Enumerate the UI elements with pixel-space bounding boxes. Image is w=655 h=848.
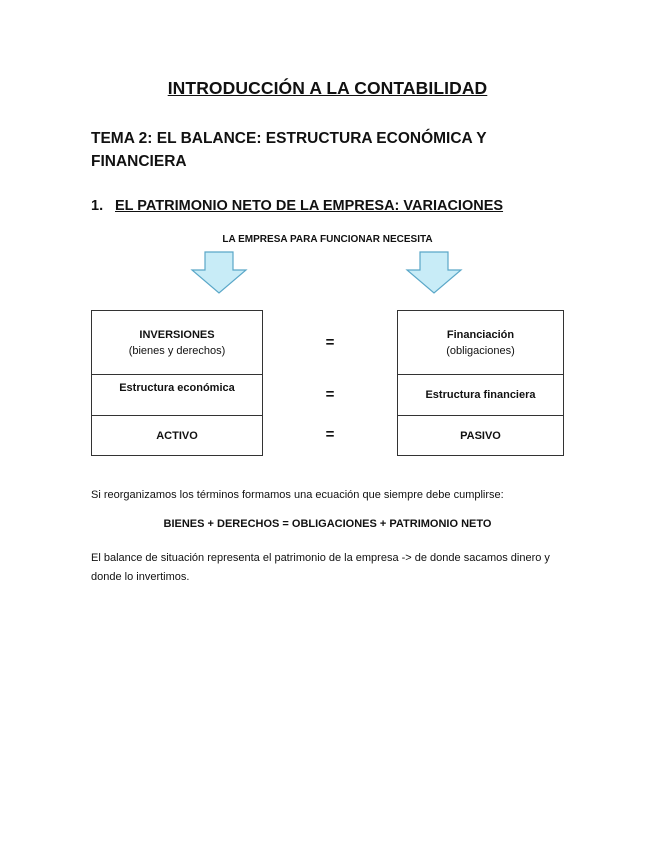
inversiones-subtitle: (bienes y derechos) <box>128 344 226 357</box>
equals-sign: = <box>325 386 335 403</box>
inversiones-box <box>91 310 263 375</box>
diagram-header: LA EMPRESA PARA FUNCIONAR NECESITA <box>222 234 433 245</box>
pasivo-box <box>397 415 564 456</box>
explanation-paragraph: El balance de situación representa el patrimonio de la empresa -> de donde sacamos dinero y donde lo invertimos. <box>91 552 550 583</box>
balance-formula: BIENES + DERECHOS = OBLIGACIONES + PATRIMONIO NETO <box>163 518 492 530</box>
section-heading <box>91 198 503 214</box>
estructura-financiera-label: Estructura financiera <box>425 389 536 401</box>
intro-paragraph: Si reorganizamos los términos formamos una ecuación que siempre debe cumplirse: <box>91 489 504 501</box>
document-title: INTRODUCCIÓN A LA CONTABILIDAD <box>167 78 488 98</box>
equals-sign: = <box>325 426 335 443</box>
activo-label: ACTIVO <box>156 429 198 442</box>
section-title: EL PATRIMONIO NETO DE LA EMPRESA: VARIACIONES <box>115 198 504 214</box>
equals-sign: = <box>325 334 335 351</box>
financiacion-subtitle: (obligaciones) <box>446 344 515 357</box>
pasivo-label: PASIVO <box>460 429 501 442</box>
financiacion-box <box>397 310 564 375</box>
inversiones-title: INVERSIONES <box>139 328 215 341</box>
activo-box <box>91 415 263 456</box>
estructura-economica-label: Estructura económica <box>119 382 235 394</box>
estructura-economica-box <box>91 374 263 416</box>
estructura-financiera-box <box>397 374 564 416</box>
topic-title: TEMA 2: EL BALANCE: ESTRUCTURA ECONÓMICA Y FINANCIERA <box>91 130 487 170</box>
left-down-arrow-icon <box>190 251 248 295</box>
section-number: 1. <box>91 198 104 214</box>
right-down-arrow-icon <box>405 251 463 295</box>
financiacion-title: Financiación <box>446 328 515 341</box>
